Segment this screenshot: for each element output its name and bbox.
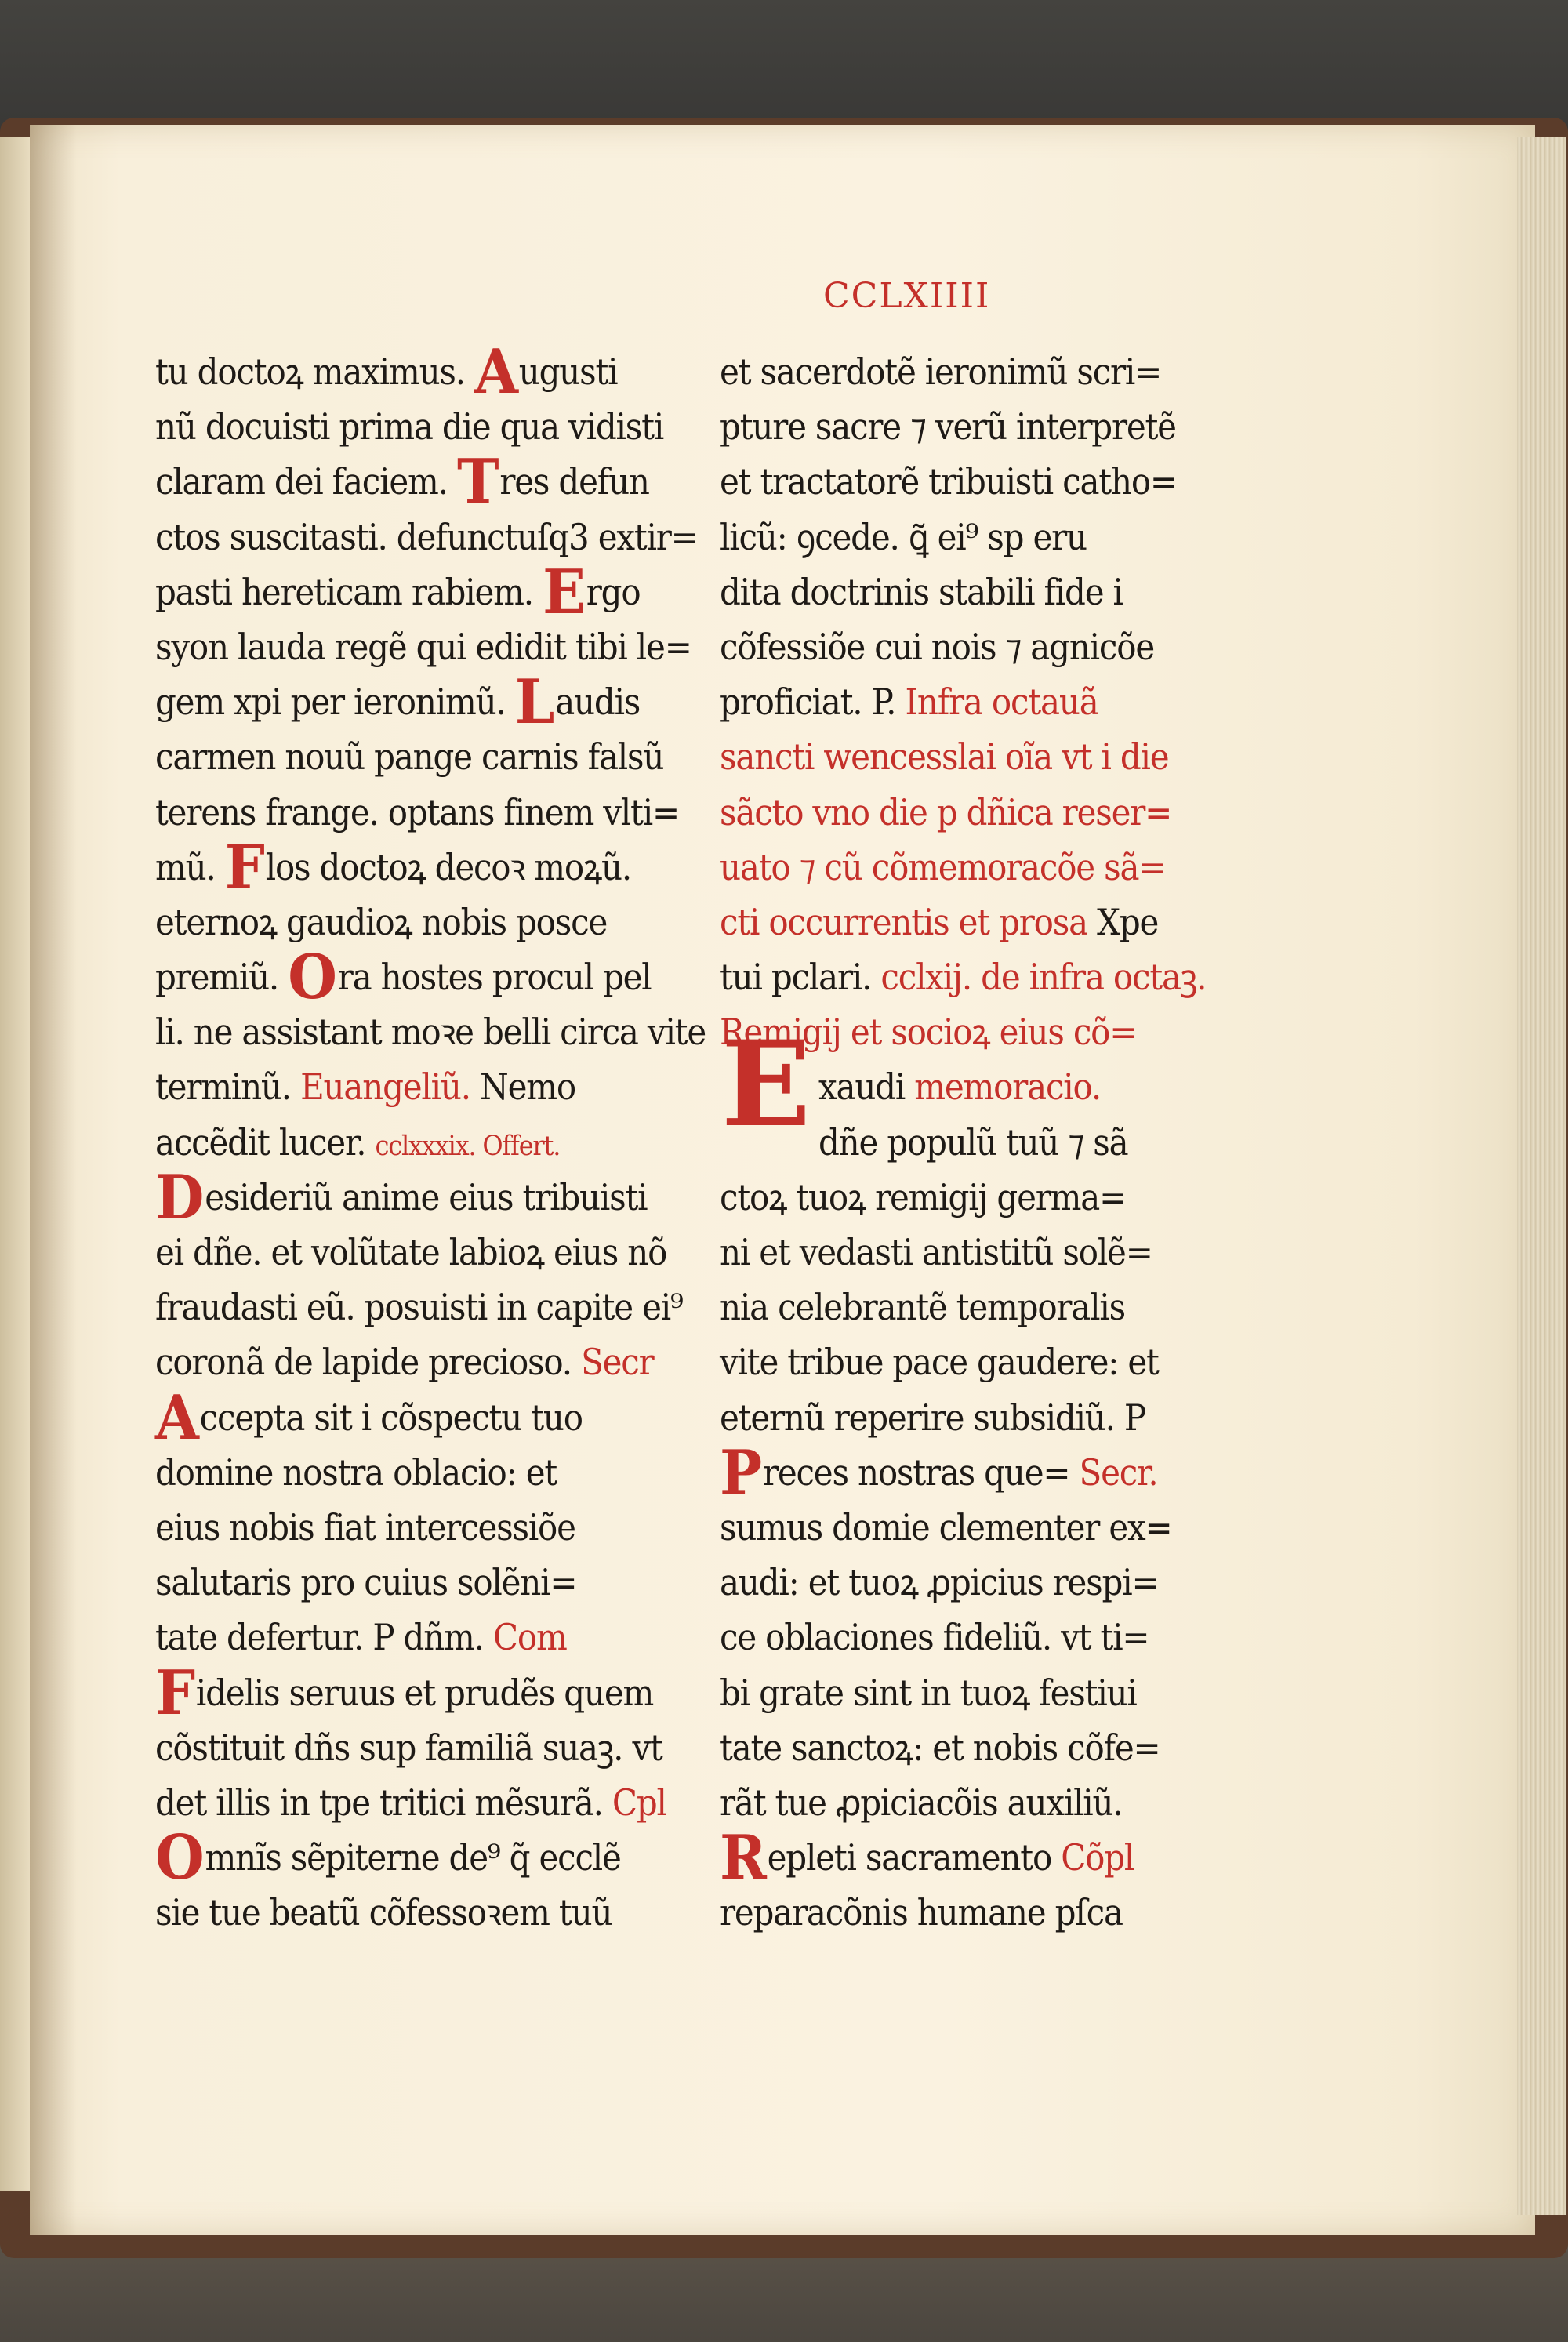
- text-segment: syon lauda regẽ qui edidit tibi le=: [155, 626, 691, 668]
- rubric-text: sancti wencesslai oĩa vt i die: [720, 736, 1169, 779]
- text-segment: xaudi: [818, 1066, 906, 1109]
- text-segment: Xpe: [1097, 901, 1159, 943]
- text-line: [720, 1113, 1221, 1173]
- text-line: [155, 728, 664, 788]
- text-line: [155, 940, 657, 1013]
- rubric-text: memoracio.: [914, 1066, 1102, 1109]
- text-segment: nia celebrantẽ temporalis: [720, 1287, 1125, 1329]
- text-segment: domine nostra oblacio: et: [155, 1451, 557, 1494]
- rubric-text: Cõpl: [1061, 1837, 1134, 1879]
- folio-number: CCLXIIII: [823, 276, 991, 316]
- text-segment: terens frange. optans finem vlti=: [155, 791, 679, 833]
- text-line: [720, 1664, 1221, 1723]
- text-segment: ei dñe. et volũtate labioꝝ eius nõ: [155, 1231, 667, 1273]
- text-segment: eternũ reperire subsidiũ. P: [720, 1396, 1145, 1439]
- rubric-text: cclxxxix. Offert.: [375, 1129, 561, 1162]
- text-segment: bi grate sint in tuoꝝ festiui: [720, 1672, 1137, 1714]
- gutter-shadow: [30, 125, 77, 2235]
- text-line: [720, 1223, 1221, 1283]
- text-segment: nũ docuisti prima die qua vidisti: [155, 406, 664, 448]
- text-segment: reces nostras que=: [762, 1451, 1070, 1494]
- rubric-text: Secr.: [1079, 1451, 1158, 1494]
- text-segment: ce oblaciones fideliũ. vt ti=: [720, 1617, 1149, 1659]
- text-segment: ctos suscitasti. defunctuſq3 extir=: [155, 516, 698, 558]
- text-line: [155, 1774, 666, 1833]
- text-line: [155, 1655, 657, 1728]
- text-line: [720, 453, 1221, 513]
- text-line: [155, 1443, 657, 1503]
- text-segment: coronã de lapide precioso.: [155, 1342, 572, 1384]
- text-segment: cõstituit dñs sup familiã suaꝫ. vt: [155, 1727, 662, 1769]
- text-segment: li. ne assistant moꝛe belli circa vite: [155, 1011, 706, 1054]
- text-segment: Nemo: [480, 1066, 575, 1109]
- text-line: [720, 838, 1221, 898]
- rubricated-initial: D: [155, 1160, 204, 1233]
- text-line: [155, 1553, 657, 1613]
- text-segment: det illis in tpe tritici mẽsurã.: [155, 1781, 603, 1824]
- rubric-text: cclxij. de infra octaꝫ.: [880, 957, 1207, 998]
- rubric-text: Secr: [581, 1342, 654, 1384]
- text-line: [155, 1609, 657, 1668]
- rubric-text: Remigij et socioꝝ eius cõ=: [720, 1011, 1137, 1054]
- text-segment: ctoꝝ tuoꝝ remigij germa=: [720, 1176, 1127, 1218]
- text-line: [720, 1553, 1221, 1613]
- text-line: [155, 618, 691, 677]
- text-line: [720, 1003, 1221, 1062]
- text-line: [155, 893, 657, 953]
- rubricated-initial: A: [155, 1381, 198, 1453]
- text-segment: res defun: [499, 461, 649, 503]
- rubric-text: sãcto vno die p dñica reser=: [720, 791, 1172, 833]
- text-segment: tate defertur. P dñm.: [155, 1617, 484, 1659]
- text-segment: et sacerdotẽ ieronimũ scri=: [720, 350, 1162, 393]
- text-line: [155, 830, 657, 902]
- left-text-column: [155, 335, 706, 1941]
- text-line: [720, 1498, 1221, 1558]
- text-line: [155, 445, 657, 517]
- text-line: [720, 343, 1221, 402]
- text-segment: premiũ.: [155, 957, 279, 998]
- rubricated-initial: P: [720, 1436, 761, 1509]
- text-segment: audis: [555, 681, 641, 724]
- text-segment: ni et vedasti antistitũ solẽ=: [720, 1231, 1152, 1273]
- rubric-text: cti occurrentis et prosa: [720, 901, 1087, 943]
- text-segment: licũ: ꝯcede. ꝗ̃ ei⁹ sp eru: [720, 516, 1087, 558]
- text-segment: carmen nouũ pange carnis falsũ: [155, 736, 664, 779]
- text-segment: gem xpi per ieronimũ.: [155, 681, 506, 724]
- text-segment: eius nobis fiat intercessiõe: [155, 1506, 575, 1549]
- text-segment: esideriũ anime eius tribuisti: [205, 1176, 648, 1218]
- text-segment: proficiat. P.: [720, 681, 896, 724]
- text-segment: idelis seruus et prudẽs quem: [195, 1672, 654, 1714]
- text-line: [155, 665, 657, 738]
- text-line: [155, 1821, 657, 1894]
- text-line: [720, 1278, 1221, 1338]
- rubricated-initial: O: [155, 1821, 204, 1894]
- rubricated-initial: O: [288, 940, 336, 1013]
- text-segment: tate sanctoꝝ: et nobis cõfe=: [720, 1727, 1160, 1769]
- text-line: [155, 1381, 657, 1453]
- rubric-text: Euangeliũ.: [300, 1066, 470, 1109]
- text-segment: sumus domie clementer ex=: [720, 1506, 1172, 1549]
- text-segment: pasti hereticam rabiem.: [155, 571, 533, 613]
- text-line: [155, 555, 657, 628]
- text-segment: claram dei faciem.: [155, 461, 448, 503]
- text-segment: fraudasti eũ. posuisti in capite ei⁹: [155, 1287, 683, 1329]
- facing-page-edge: [0, 137, 30, 2191]
- rubric-text: uato ⁊ cũ cõmemoracõe sã=: [720, 846, 1166, 888]
- text-line: [720, 1774, 1221, 1833]
- text-segment: cõfessiõe cui nois ⁊ agnicõe: [720, 626, 1154, 668]
- rubric-text: Infra octauã: [905, 681, 1098, 724]
- text-line: [720, 1719, 1221, 1778]
- text-line: [720, 563, 1221, 623]
- text-line: [720, 893, 1221, 953]
- text-segment: audi: et tuoꝝ ꝓpicius respi=: [720, 1562, 1159, 1604]
- text-segment: los doctoꝝ decoꝛ moꝝũ.: [265, 846, 632, 888]
- text-segment: terminũ.: [155, 1066, 291, 1109]
- text-segment: accẽdit lucer.: [155, 1121, 366, 1164]
- text-segment: dñe populũ tuũ ⁊ sã: [818, 1121, 1128, 1164]
- text-line: [720, 398, 1221, 457]
- text-line: [155, 1223, 667, 1283]
- text-line: [720, 673, 1221, 732]
- text-line: [720, 728, 1221, 788]
- text-segment: reparacõnis humane pſca: [720, 1892, 1123, 1934]
- page-block-edge: [1517, 137, 1566, 2215]
- text-segment: salutaris pro cuius solẽni=: [155, 1562, 577, 1604]
- rubricated-initial: F: [155, 1655, 194, 1728]
- right-text-column: [720, 345, 1221, 1941]
- text-line: [720, 1168, 1221, 1228]
- rubricated-initial: F: [224, 830, 264, 902]
- text-segment: tu doctoꝝ maximus.: [155, 350, 465, 393]
- text-line: [155, 1160, 657, 1233]
- text-line: [720, 948, 1221, 1008]
- text-segment: eternoꝝ gaudioꝝ nobis posce: [155, 901, 608, 943]
- text-line: [155, 335, 657, 408]
- text-segment: tui pclari.: [720, 957, 872, 998]
- text-segment: rgo: [586, 571, 641, 613]
- text-segment: ccepta sit i cõspectu tuo: [199, 1396, 583, 1439]
- text-line: [720, 1821, 1221, 1894]
- text-segment: ra hostes procul pel: [337, 957, 652, 998]
- text-segment: sie tue beatũ cõfessoꝛem tuũ: [155, 1892, 612, 1934]
- text-line: [720, 1058, 1221, 1118]
- text-line: [155, 1883, 657, 1943]
- text-line: [720, 1883, 1221, 1943]
- text-line: [720, 1389, 1221, 1448]
- text-segment: vite tribue pace gaudere: et: [720, 1342, 1159, 1384]
- text-line: [155, 1719, 662, 1778]
- text-segment: rãt tue ꝓpiciacõis auxiliũ.: [720, 1781, 1123, 1824]
- text-line: [155, 398, 664, 457]
- text-segment: pture sacre ⁊ verũ interpretẽ: [720, 406, 1176, 448]
- text-segment: ugusti: [518, 350, 618, 393]
- photo-backdrop-top: [0, 0, 1568, 133]
- rubric-text: Cpl: [612, 1781, 666, 1824]
- text-line: [155, 1058, 657, 1118]
- text-line: [720, 1334, 1221, 1393]
- text-segment: mũ.: [155, 846, 216, 888]
- rubric-text: Com: [493, 1617, 567, 1659]
- text-line: [720, 1609, 1221, 1668]
- text-segment: epleti sacramento: [767, 1837, 1052, 1879]
- text-line: [155, 1278, 683, 1338]
- rubricated-initial: R: [720, 1821, 766, 1894]
- text-line: [155, 1498, 657, 1558]
- text-segment: mnĩs sẽpiterne de⁹ q̃ ecclẽ: [205, 1837, 621, 1879]
- text-line: [720, 1436, 1221, 1509]
- text-line: [155, 1113, 657, 1173]
- text-segment: et tractatorẽ tribuisti catho=: [720, 461, 1177, 503]
- decorated-initial: E: [720, 1015, 811, 1153]
- rubricated-initial: T: [456, 445, 499, 517]
- text-line: [720, 618, 1221, 677]
- text-segment: dita doctrinis stabili fide i: [720, 571, 1123, 613]
- rubricated-initial: E: [543, 555, 585, 628]
- text-line: [720, 783, 1221, 843]
- text-line: [720, 508, 1221, 568]
- rubricated-initial: L: [514, 665, 554, 738]
- rubricated-initial: A: [474, 335, 517, 408]
- text-line: [155, 1003, 706, 1062]
- text-line: [155, 1334, 657, 1393]
